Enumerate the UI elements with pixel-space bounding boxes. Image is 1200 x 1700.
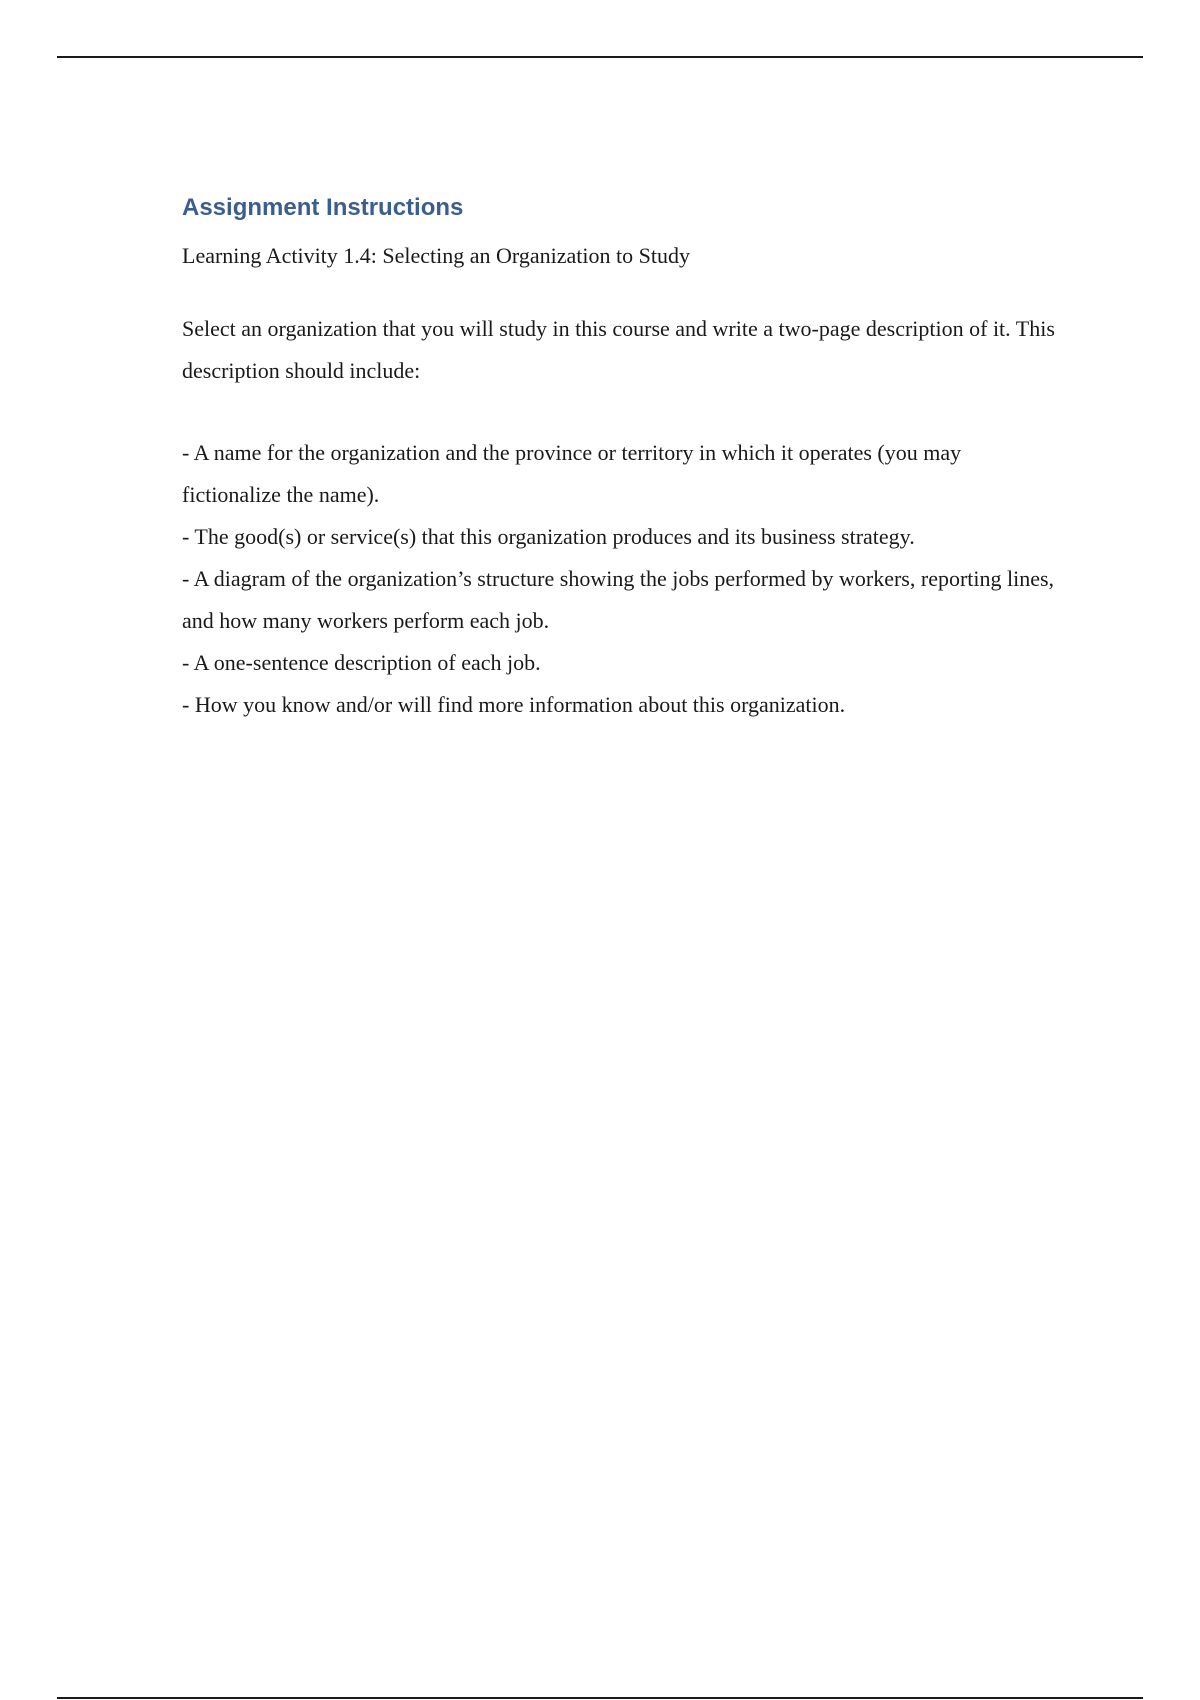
list-item: - A diagram of the organization’s structure showing the jobs performed by workers, reporting lines, and how many workers perform each job. (182, 566, 1055, 633)
list-item: - A one-sentence description of each job. (182, 650, 541, 675)
intro-paragraph: Select an organization that you will study in this course and write a two-page description of it. This description should include: (182, 316, 1055, 383)
page-content (182, 192, 1062, 726)
activity-title: Learning Activity 1.4: Selecting an Organization to Study (182, 243, 690, 268)
requirements-list (182, 432, 1062, 726)
footer-rule (57, 1697, 1143, 1699)
list-item: - A name for the organization and the province or territory in which it operates (you may fictionalize the name). (182, 440, 962, 507)
list-item: - The good(s) or service(s) that this organization produces and its business strategy. (182, 524, 915, 549)
header-rule (57, 56, 1143, 58)
list-item: - How you know and/or will find more information about this organization. (182, 692, 846, 717)
page-heading: Assignment Instructions (182, 194, 464, 221)
